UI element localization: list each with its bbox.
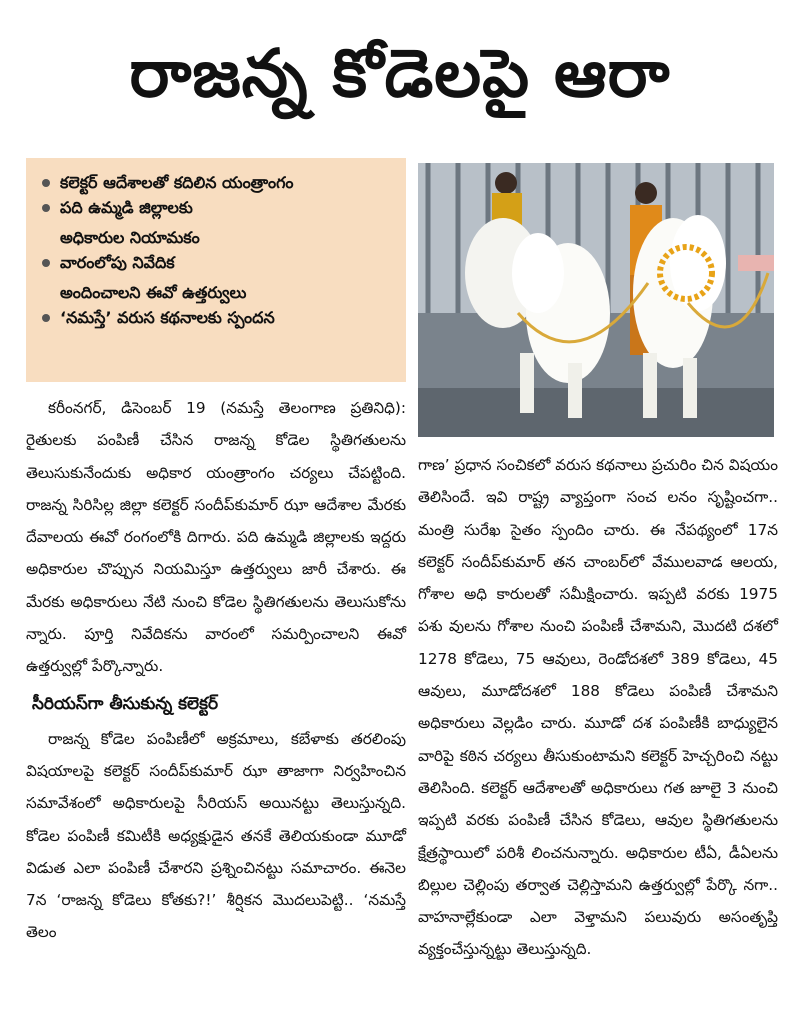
article-paragraph: గాణ’ ప్రధాన సంచికలో వరుస కథనాలు ప్రచురిం చిన విషయం తెలిసిందే. ఇవి రాష్ట్ర వ్యాప్తంగా సంచ లనం సృష్టించగా.. మంత్రి సురేఖ సైతం స్పందిం చారు. ఈ నేపథ్యంలో 17న కలెక్టర్ సందీప్‌కుమార్ తన చాంబర్‌లో వేములవాడ ఆలయ, గోశాల అధి కారులతో సమీక్షించారు. ఇప్పటి వరకు 1975 పశు వులను గోశాల నుంచి పంపిణీ చేశామని, మొదటి దశలో 1278 కోడెలు, 75 ఆవులు, రెండోదశలో 389 కోడెలు, 45 ఆవులు, మూడోదశలో 188 కోడెలు పంపిణీ చేశామని అధికారులు వెల్లడిం చారు. మూడో దశ పంపిణీకి బాధ్యులైన వారిపై కఠిన చర్యలు తీసుకుంటామని కలెక్టర్ హెచ్చరించి నట్టు తెలిసింది. కలెక్టర్ ఆదేశాలతో అధికారులు గత జూలై 3 నుంచి ఇప్పటి వరకు పంపిణీ చేసిన కోడెలు, ఆవుల స్థితిగతులను క్షేత్రస్థాయిలో పరిశీ లించనున్నారు. అధికారుల టీఏ, డీఏలను బిల్లుల చెల్లింపు తర్వాత చెల్లిస్తామని ఉత్తర్వుల్లో పేర్కొ నగా.. వాహనాల్లేకుండా ఎలా వెళ్తామని పలువురు అసంతృప్తి వ్యక్తంచేస్తున్నట్టు తెలుస్తున్నది. xyxy=(418,456,778,959)
highlight-text: పది ఉమ్మడి జిల్లాలకు అధికారుల నియామకం xyxy=(60,198,200,247)
article-column-right xyxy=(418,449,778,966)
article-paragraph: కరీంనగర్, డిసెంబర్ 19 (నమస్తే తెలంగాణ ప్రతినిధి): రైతులకు పంపిణీ చేసిన రాజన్న కోడెల స్థితిగతులను తెలుసుకునేందుకు అధికార యంత్రాంగం చర్యలు చేపట్టింది. రాజన్న సిరిసిల్ల జిల్లా కలెక్టర్ సందీప్‌కుమార్ ఝా ఆదేశాల మేరకు దేవాలయ ఈవో రంగంలోకి దిగారు. పది ఉమ్మడి జిల్లాలకు ఇద్దరు అధికారుల చొప్పున నియమిస్తూ ఉత్తర్వులు జారీ చేశారు. ఈ మేరకు అధికారులు నేటి నుంచి కోడెల స్థితిగతులను తెలుసుకోను న్నారు. పూర్తి నివేదికను వారంలో సమర్పించాలని ఈవో ఉత్తర్వుల్లో పేర్కొన్నారు. xyxy=(26,399,406,676)
highlight-item xyxy=(40,173,394,193)
bullet-icon xyxy=(42,204,50,212)
highlight-item xyxy=(40,198,394,248)
bullet-icon xyxy=(42,179,50,187)
news-photo xyxy=(418,163,774,437)
bullet-icon xyxy=(42,314,50,322)
highlights-box xyxy=(26,158,406,382)
article-column-left xyxy=(26,392,406,949)
bullet-icon xyxy=(42,259,50,267)
highlight-text: కలెక్టర్ ఆదేశాలతో కదిలిన యంత్రాంగం xyxy=(60,173,294,192)
highlight-text: ‘నమస్తే’ వరుస కథనాలకు స్పందన xyxy=(60,308,275,327)
highlight-item xyxy=(40,253,394,303)
highlight-item xyxy=(40,308,394,328)
headline: రాజన్న కోడెలపై ఆరా xyxy=(129,35,671,112)
article-paragraph: రాజన్న కోడెల పంపిణీలో అక్రమాలు, కబేళాకు తరలింపు విషయాలపై కలెక్టర్ సందీప్‌కుమార్ ఝా తాజాగా నిర్వహించిన సమావేశంలో అధికారులపై సీరియస్ అయినట్టు తెలుస్తున్నది. కోడెల పంపిణీ కమిటీకి అధ్యక్షుడైన తనకే తెలియకుండా మూడో విడుత ఎలా పంపిణీ చేశారని ప్రశ్నించినట్టు సమాచారం. ఈనెల 7న ‘రాజన్న కోడెలు కోతకు?!’ శీర్షికన మొదలుపెట్టి.. ‘నమస్తే తెలం xyxy=(26,729,406,942)
highlight-text: వారంలోపు నివేదిక అందించాలని ఈవో ఉత్తర్వులు xyxy=(60,253,247,302)
article-subheading: సీరియస్‌గా తీసుకున్న కలెక్టర్ xyxy=(32,693,219,714)
cattle-photo-illustration xyxy=(418,163,774,437)
